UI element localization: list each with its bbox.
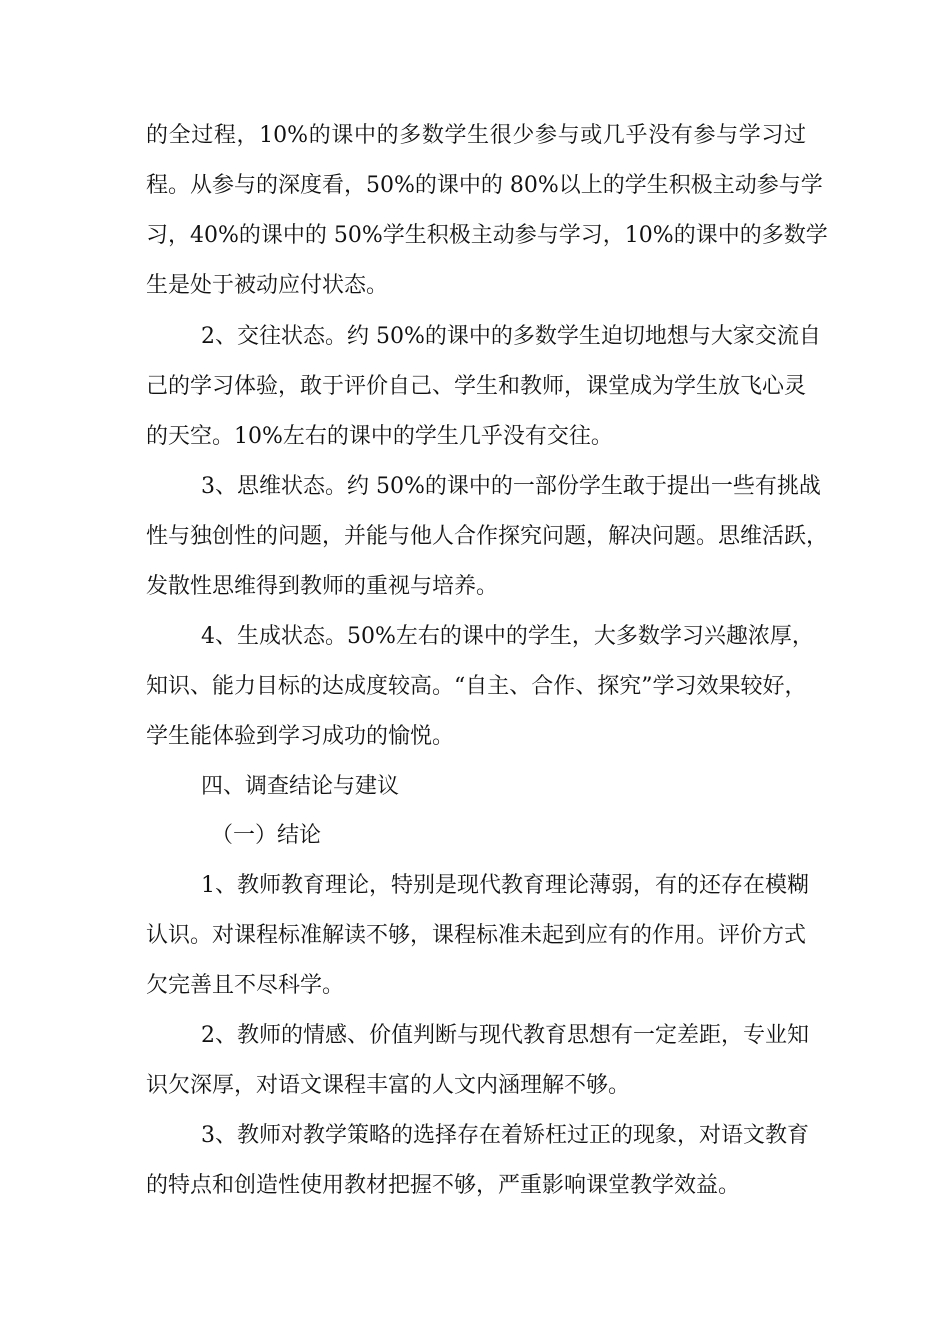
text-line: 程。从参与的深度看，50%的课中的 80%以上的学生积极主动参与学 [146,173,823,198]
text-line: 的特点和创造性使用教材把握不够，严重影响课堂教学效益。 [146,1173,741,1198]
text-line: 的天空。10%左右的课中的学生几乎没有交往。 [146,424,613,449]
text-line: 知识、能力目标的达成度较高。“自主、合作、探究”学习效果较好， [146,674,807,699]
text-line: 3、教师对教学策略的选择存在着矫枉过正的现象，对语文教育 [201,1123,809,1148]
text-line: 4、生成状态。50%左右的课中的学生，大多数学习兴趣浓厚， [201,624,814,649]
text-line: 1、教师教育理论，特别是现代教育理论薄弱，有的还存在模糊 [201,873,809,898]
text-line: 性与独创性的问题，并能与他人合作探究问题，解决问题。思维活跃， [146,524,829,549]
text-line: 3、思维状态。约 50%的课中的一部份学生敢于提出一些有挑战 [201,474,821,499]
text-line: 识欠深厚，对语文课程丰富的人文内涵理解不够。 [146,1073,631,1098]
text-line: 2、交往状态。约 50%的课中的多数学生迫切地想与大家交流自 [201,324,821,349]
text-line: 欠完善且不尽科学。 [146,973,345,998]
text-line: 习，40%的课中的 50%学生积极主动参与学习，10%的课中的多数学 [146,223,828,248]
text-line: 2、教师的情感、价值判断与现代教育思想有一定差距，专业知 [201,1023,809,1048]
text-line: 发散性思维得到教师的重视与培养。 [146,574,499,599]
text-line: 生是处于被动应付状态。 [146,273,389,298]
text-line: 认识。对课程标准解读不够，课程标准未起到应有的作用。评价方式 [146,923,807,948]
section-heading: 四、调查结论与建议 [201,774,400,799]
text-line: 学生能体验到学习成功的愉悦。 [146,724,455,749]
text-line: 己的学习体验，敢于评价自己、学生和教师，课堂成为学生放飞心灵 [146,374,807,399]
subsection-heading: （一）结论 [211,823,322,848]
text-line: 的全过程，10%的课中的多数学生很少参与或几乎没有参与学习过 [146,123,806,148]
